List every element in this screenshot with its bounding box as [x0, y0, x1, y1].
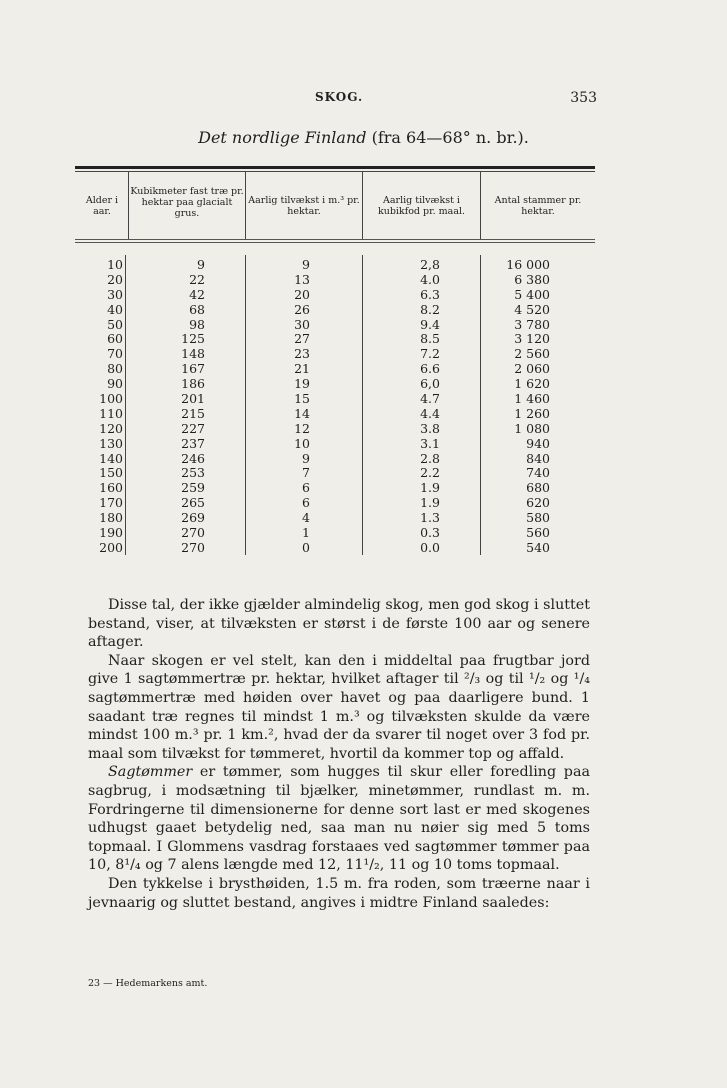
cell-age: 170	[99, 495, 123, 511]
table-row	[75, 481, 595, 496]
cell-stems: 560	[526, 525, 550, 541]
cell-volume: 253	[181, 465, 205, 481]
table-top-rule-thin	[75, 171, 595, 172]
paragraph-text: er tømmer, som hugges til skur eller foredling paa sagbrug, i modsætning til bjælker, minetømmer, rundlast m. m. Fordringerne til dimensionerne for denne sort last er med skogenes udhugst gaaet betydelig ned, saa man nu nøier sig med 5 toms topmaal. I Glommens vasdrag forstaaes ved sagtømmer tømmer paa 10, 8¹/₄ og 7 alens længde med 12, 11¹/₂, 11 og 10 toms topmaal.	[88, 764, 590, 874]
cell-growth-m3: 6	[302, 480, 310, 496]
cell-volume: 215	[181, 405, 205, 421]
cell-age: 150	[99, 465, 123, 481]
cell-growth-m3: 0	[302, 539, 310, 555]
table-row	[75, 332, 595, 347]
cell-growth-m3: 21	[294, 361, 310, 377]
cell-age: 160	[99, 480, 123, 496]
cell-stems: 580	[526, 510, 550, 526]
cell-growth-kubikfod: 9.4	[420, 316, 440, 332]
cell-stems: 2 560	[514, 346, 550, 362]
cell-growth-kubikfod: 6.6	[420, 361, 440, 377]
cell-stems: 620	[526, 495, 550, 511]
cell-volume: 148	[181, 346, 205, 362]
table-header-rule-2	[75, 242, 595, 243]
cell-growth-kubikfod: 3.1	[420, 435, 440, 451]
cell-stems: 3 780	[514, 316, 550, 332]
cell-volume: 270	[181, 539, 205, 555]
cell-age: 40	[107, 301, 123, 317]
page-number: 353	[570, 90, 597, 106]
table-row	[75, 511, 595, 526]
cell-age: 140	[99, 450, 123, 466]
cell-growth-m3: 12	[294, 420, 310, 436]
cell-stems: 540	[526, 539, 550, 555]
table-row	[75, 362, 595, 377]
table-row	[75, 437, 595, 452]
signature-footer: 23 — Hedemarkens amt.	[88, 978, 208, 989]
cell-growth-kubikfod: 6.3	[420, 286, 440, 302]
cell-stems: 740	[526, 465, 550, 481]
cell-stems: 6 380	[514, 271, 550, 287]
cell-stems: 16 000	[506, 257, 550, 272]
cell-volume: 227	[181, 420, 205, 436]
cell-growth-kubikfod: 2,8	[420, 257, 440, 272]
paragraph: Disse tal, der ikke gjælder almindelig skog, men god skog i sluttet bestand, viser, at tilvæksten er størst i de første 100 aar og senere aftager.	[88, 597, 590, 651]
cell-volume: 22	[189, 271, 205, 287]
cell-growth-kubikfod: 1.3	[420, 510, 440, 526]
cell-growth-kubikfod: 4.4	[420, 405, 440, 421]
cell-growth-m3: 14	[294, 405, 310, 421]
cell-age: 50	[107, 316, 123, 332]
cell-growth-m3: 23	[294, 346, 310, 362]
cell-volume: 125	[181, 331, 205, 347]
body-text	[88, 596, 590, 912]
cell-age: 20	[107, 271, 123, 287]
cell-age: 130	[99, 435, 123, 451]
cell-volume: 167	[181, 361, 205, 377]
header-stems: Antal stammer pr. hektar.	[494, 195, 582, 217]
cell-growth-m3: 7	[302, 465, 310, 481]
paragraph: Den tykkelse i brysthøiden, 1.5 m. fra roden, som træerne naar i jevnaarig og sluttet bestand, angives i midtre Finland saaledes:	[88, 875, 590, 911]
cell-volume: 186	[181, 376, 205, 392]
col-divider	[362, 172, 363, 239]
cell-volume: 42	[189, 286, 205, 302]
running-head-title: SKOG.	[315, 90, 364, 104]
table-title	[0, 128, 727, 147]
table-row	[75, 303, 595, 318]
paragraph	[88, 763, 590, 875]
cell-growth-m3: 9	[302, 450, 310, 466]
cell-growth-kubikfod: 8.2	[420, 301, 440, 317]
cell-stems: 1 260	[514, 405, 550, 421]
cell-volume: 269	[181, 510, 205, 526]
table-row	[75, 377, 595, 392]
table-top-rule	[75, 166, 595, 169]
cell-volume: 98	[189, 316, 205, 332]
header-age: Alder i aar.	[85, 195, 119, 217]
cell-stems: 4 520	[514, 301, 550, 317]
cell-growth-m3: 13	[294, 271, 310, 287]
cell-growth-kubikfod: 7.2	[420, 346, 440, 362]
cell-growth-kubikfod: 3.8	[420, 420, 440, 436]
cell-age: 10	[107, 257, 123, 272]
cell-growth-kubikfod: 4.0	[420, 271, 440, 287]
cell-growth-m3: 1	[302, 525, 310, 541]
cell-volume: 68	[189, 301, 205, 317]
table-title-region: Det nordlige Finland	[198, 128, 367, 147]
cell-stems: 2 060	[514, 361, 550, 377]
cell-age: 60	[107, 331, 123, 347]
term-sagtommer: Sagtømmer	[108, 764, 193, 781]
cell-volume: 259	[181, 480, 205, 496]
header-volume: Kubikmeter fast træ pr. hektar paa glacialt grus.	[130, 186, 244, 219]
table-row	[75, 466, 595, 481]
cell-growth-m3: 19	[294, 376, 310, 392]
cell-growth-m3: 6	[302, 495, 310, 511]
cell-age: 30	[107, 286, 123, 302]
cell-growth-kubikfod: 1.9	[420, 480, 440, 496]
cell-growth-m3: 4	[302, 510, 310, 526]
cell-growth-kubikfod: 4.7	[420, 391, 440, 407]
col-divider	[128, 172, 129, 239]
cell-age: 90	[107, 376, 123, 392]
table-row	[75, 526, 595, 541]
cell-age: 100	[99, 391, 123, 407]
cell-growth-kubikfod: 2.8	[420, 450, 440, 466]
table-header-rule	[75, 239, 595, 240]
cell-volume: 237	[181, 435, 205, 451]
running-head	[0, 90, 727, 110]
cell-age: 120	[99, 420, 123, 436]
cell-growth-kubikfod: 1.9	[420, 495, 440, 511]
cell-age: 70	[107, 346, 123, 362]
col-divider	[480, 172, 481, 239]
cell-volume: 265	[181, 495, 205, 511]
header-growth-kubikfod: Aarlig tilvækst i kubikfod pr. maal.	[377, 195, 466, 217]
table-row	[75, 422, 595, 437]
cell-volume: 270	[181, 525, 205, 541]
cell-stems: 3 120	[514, 331, 550, 347]
cell-growth-kubikfod: 0.0	[420, 539, 440, 555]
cell-growth-m3: 20	[294, 286, 310, 302]
cell-growth-m3: 15	[294, 391, 310, 407]
cell-age: 190	[99, 525, 123, 541]
table-row	[75, 407, 595, 422]
cell-age: 200	[99, 539, 123, 555]
cell-stems: 5 400	[514, 286, 550, 302]
cell-growth-m3: 10	[294, 435, 310, 451]
table-row	[75, 288, 595, 303]
table-row	[75, 273, 595, 288]
cell-growth-m3: 27	[294, 331, 310, 347]
cell-growth-m3: 26	[294, 301, 310, 317]
table-body	[75, 258, 595, 556]
cell-stems: 680	[526, 480, 550, 496]
cell-volume: 246	[181, 450, 205, 466]
cell-growth-kubikfod: 2.2	[420, 465, 440, 481]
cell-age: 180	[99, 510, 123, 526]
table-row	[75, 452, 595, 467]
cell-growth-kubikfod: 8.5	[420, 331, 440, 347]
paragraph: Naar skogen er vel stelt, kan den i middeltal paa frugtbar jord give 1 sagtømmertræ pr. hektar, hvilket aftager til ²/₃ og til ¹/₂ og ¹/₄ sagtømmertræ med høiden over havet og paa daarligere bund. 1 saadant træ regnes til mindst 1 m.³ og tilvæksten skulde da være mindst 100 m.³ pr. 1 km.², hvad der da svarer til noget over 3 fod pr. maal som tilvækst for tømmeret, hvortil da kommer top og affald.	[88, 652, 590, 762]
cell-stems: 940	[526, 435, 550, 451]
col-divider	[245, 172, 246, 239]
table-row	[75, 347, 595, 362]
cell-volume: 201	[181, 391, 205, 407]
table-row	[75, 541, 595, 556]
table-row	[75, 392, 595, 407]
cell-growth-m3: 30	[294, 316, 310, 332]
cell-stems: 840	[526, 450, 550, 466]
cell-stems: 1 080	[514, 420, 550, 436]
cell-growth-kubikfod: 6,0	[420, 376, 440, 392]
cell-growth-m3: 9	[302, 257, 310, 272]
cell-age: 110	[99, 405, 123, 421]
cell-age: 80	[107, 361, 123, 377]
table-row	[75, 318, 595, 333]
header-growth-m3: Aarlig tilvækst i m.³ pr. hektar.	[248, 195, 360, 217]
table-row	[75, 496, 595, 511]
cell-stems: 1 620	[514, 376, 550, 392]
cell-stems: 1 460	[514, 391, 550, 407]
table-row	[75, 258, 595, 273]
cell-volume: 9	[197, 257, 205, 272]
cell-growth-kubikfod: 0.3	[420, 525, 440, 541]
table-title-latitude: (fra 64—68° n. br.).	[366, 128, 529, 147]
